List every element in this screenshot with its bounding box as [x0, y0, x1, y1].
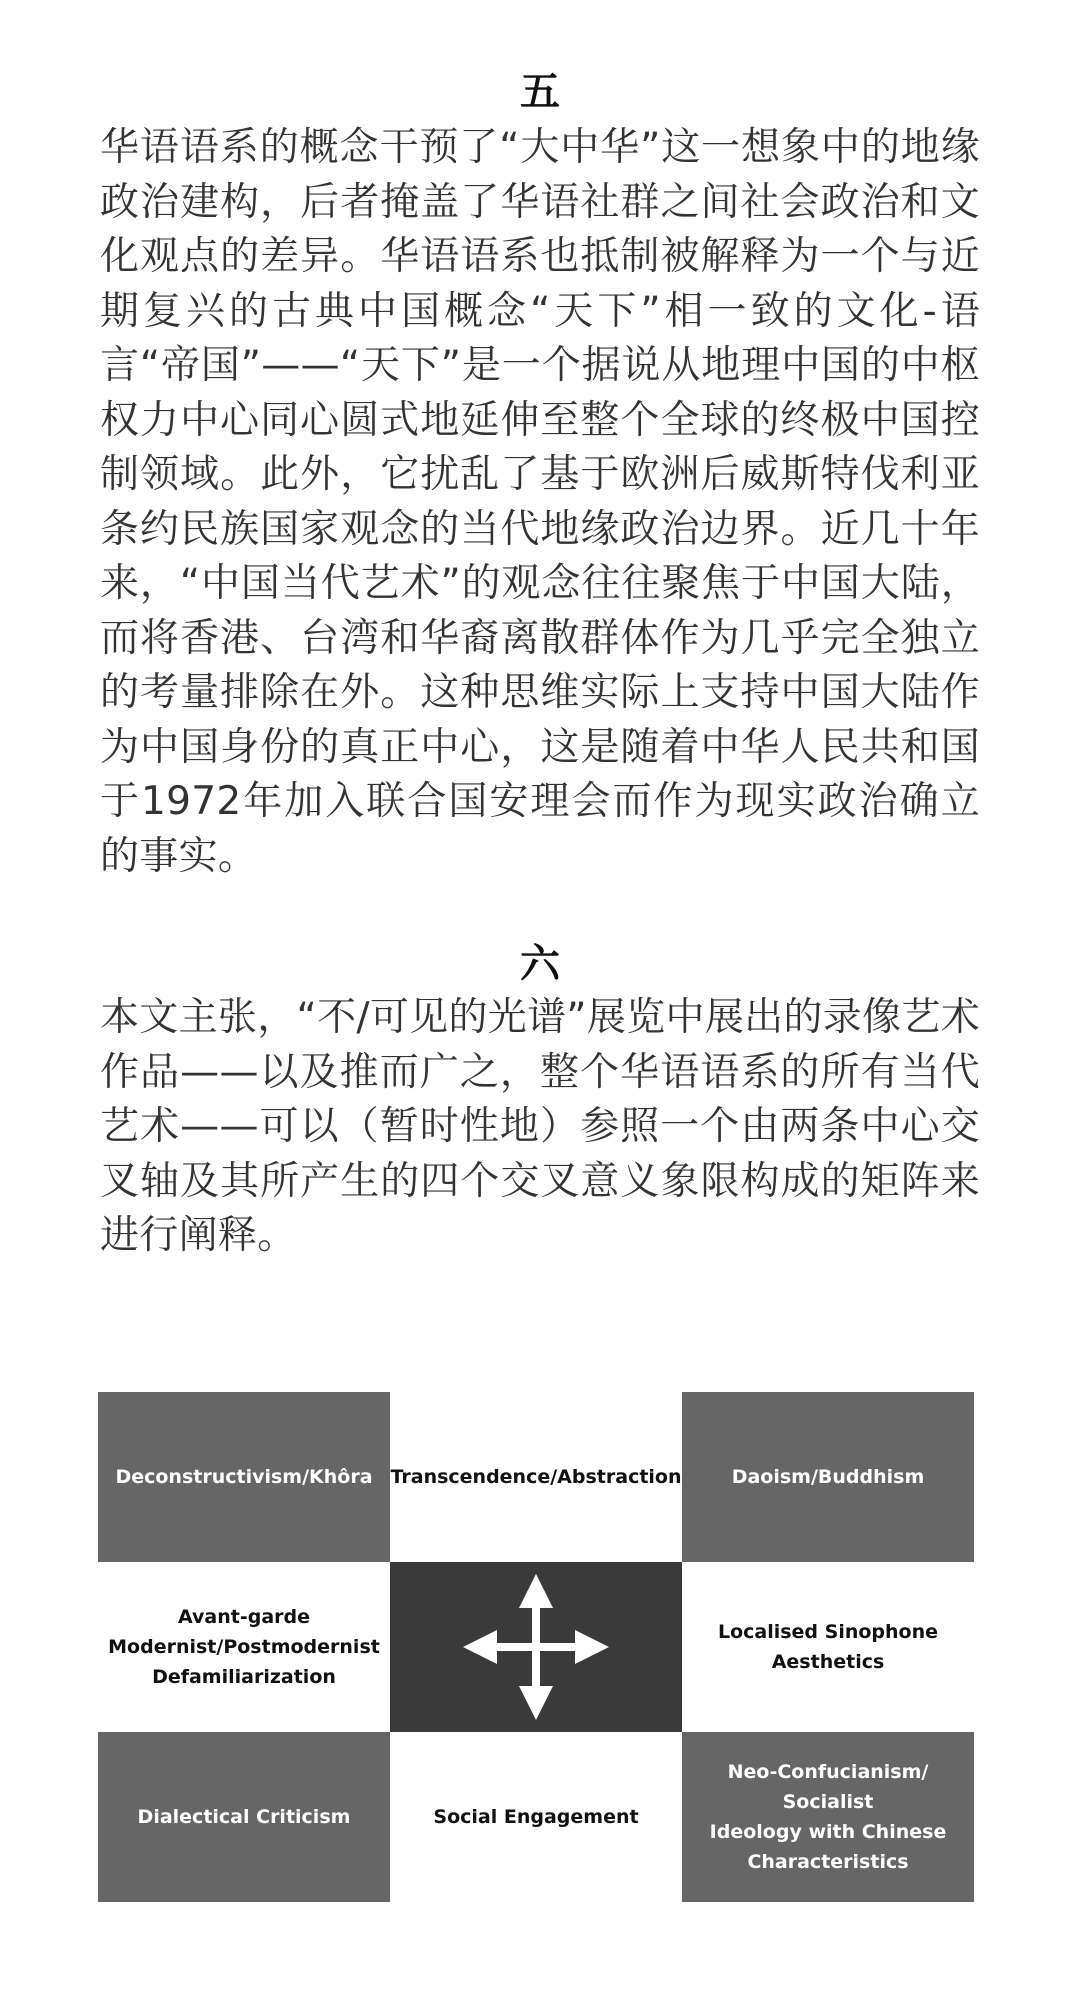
- quadrant-matrix-diagram: [98, 1392, 974, 1902]
- section-heading-six: 六: [520, 941, 560, 987]
- matrix-label-social-engagement: Social Engagement: [433, 1806, 639, 1828]
- matrix-label-avant-garde: Avant-garde Modernist/Postmodernist Defamiliarization: [108, 1606, 380, 1688]
- matrix-cell-bottom-right: [682, 1732, 974, 1902]
- four-way-arrow-icon: [461, 1572, 611, 1722]
- matrix-cell-bottom-left: [98, 1732, 390, 1902]
- matrix-label-transcendence: Transcendence/Abstraction: [390, 1466, 682, 1488]
- matrix-cell-middle-left: [98, 1562, 390, 1732]
- section-heading-five: 五: [520, 69, 560, 115]
- matrix-cell-top-left: [98, 1392, 390, 1562]
- section-six-paragraph: 本文主张，“不/可见的光谱”展览中展出的录像艺术作品——以及推而广之，整个华语语系的所有当代艺术——可以（暂时性地）参照一个由两条中心交叉轴及其所产生的四个交叉意义象限构成的矩阵来进行阐释。: [100, 995, 980, 1258]
- matrix-cell-middle-right: [682, 1562, 974, 1732]
- matrix-cell-center: [390, 1562, 682, 1732]
- matrix-cell-top-right: [682, 1392, 974, 1562]
- matrix-label-sinophone-aesthetics: Localised Sinophone Aesthetics: [717, 1621, 939, 1673]
- section-five-paragraph: 华语语系的概念干预了“大中华”这一想象中的地缘政治建构，后者掩盖了华语社群之间社会政治和文化观点的差异。华语语系也抵制被解释为一个与近期复兴的古典中国概念“天下”相一致的文化-语言“帝国”——“天下”是一个据说从地理中国的中枢权力中心同心圆式地延伸至整个全球的终极中国控制领域。此外，它扰乱了基于欧洲后威斯特伐利亚条约民族国家观念的当代地缘政治边界。近几十年来，“中国当代艺术”的观念往往聚焦于中国大陆，而将香港、台湾和华裔离散群体作为几乎完全独立的考量排除在外。这种思维实际上支持中国大陆作为中国身份的真正中心，这是随着中华人民共和国于1972年加入联合国安理会而作为现实政治确立的事实。: [100, 125, 980, 879]
- matrix-label-daoism: Daoism/Buddhism: [731, 1466, 925, 1488]
- matrix-cell-top-center: [390, 1392, 682, 1562]
- matrix-label-deconstructivism: Deconstructivism/Khôra: [115, 1466, 373, 1488]
- matrix-cell-bottom-center: [390, 1732, 682, 1902]
- matrix-label-dialectical-criticism: Dialectical Criticism: [137, 1806, 351, 1828]
- matrix-label-neo-confucianism: Neo-Confucianism/ Socialist Ideology with Chinese Characteristics: [709, 1761, 947, 1873]
